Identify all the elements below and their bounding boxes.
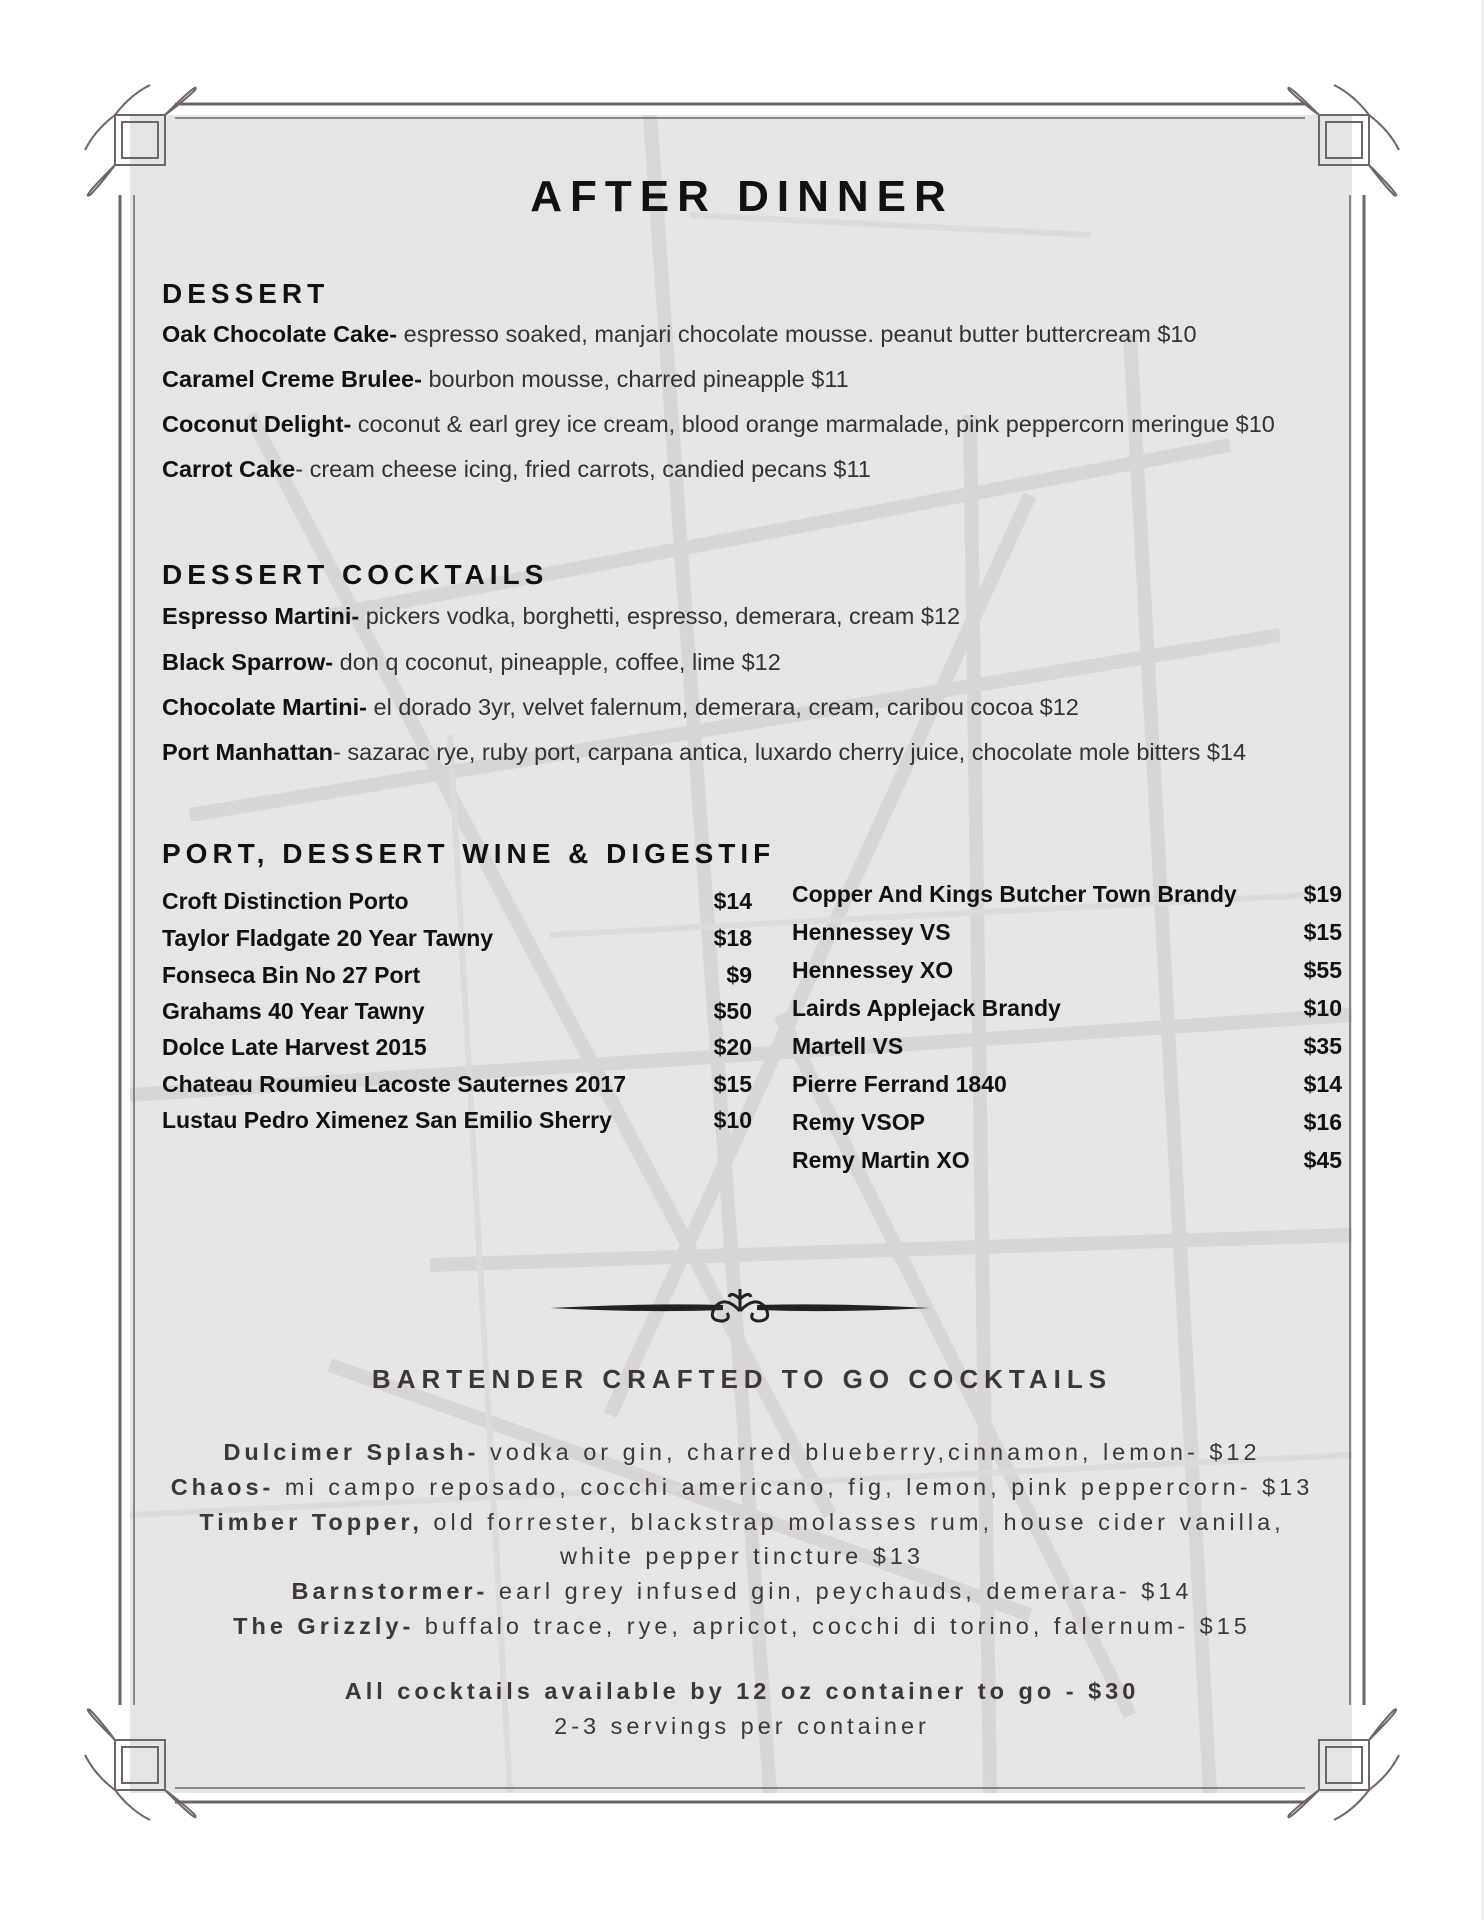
item-name: The Grizzly- [233, 1613, 415, 1639]
dessert-cocktails-heading: DESSERT COCKTAILS [162, 559, 549, 590]
dessert-item [162, 411, 1275, 438]
list-item [162, 1034, 752, 1061]
item-name: Oak Chocolate Cake- [162, 321, 398, 347]
dessert-item [162, 456, 871, 483]
list-item [792, 957, 1342, 984]
list-item [162, 888, 752, 915]
cocktail-item [162, 694, 1079, 721]
page-title: AFTER DINNER [530, 172, 954, 221]
to-go-line [0, 1474, 1484, 1501]
item-name: Coconut Delight- [162, 411, 352, 437]
item-name: Barnstormer- [291, 1578, 489, 1604]
item-price: $9 [726, 962, 752, 988]
item-name: Espresso Martini- [162, 603, 360, 629]
item-name: Martell VS [792, 1033, 904, 1059]
item-price: $10 [713, 1107, 752, 1133]
cocktail-item [162, 649, 781, 676]
item-price: $55 [1303, 957, 1342, 983]
item-price: $14 [713, 888, 752, 914]
item-desc: - cream cheese icing, fried carrots, candied pecans $11 [295, 456, 871, 482]
item-desc: coconut & earl grey ice cream, blood orange marmalade, pink peppercorn meringue $10 [351, 411, 1275, 437]
list-item [792, 881, 1342, 908]
list-item [792, 995, 1342, 1022]
item-price: $14 [1303, 1071, 1342, 1097]
cocktail-item [162, 739, 1246, 766]
list-item [792, 1033, 1342, 1060]
dessert-item [162, 321, 1197, 348]
to-go-line [0, 1613, 1484, 1640]
item-name: Caramel Creme Brulee- [162, 366, 422, 392]
item-name: Dolce Late Harvest 2015 [162, 1034, 427, 1060]
item-price: $15 [1303, 919, 1342, 945]
list-item [792, 1071, 1342, 1098]
item-desc: buffalo trace, rye, apricot, cocchi di torino, falernum- $15 [414, 1613, 1251, 1639]
item-desc: - sazarac rye, ruby port, carpana antica, luxardo cherry juice, chocolate mole bitters $14 [333, 739, 1247, 765]
item-price: $15 [713, 1071, 752, 1097]
item-price: $50 [713, 998, 752, 1024]
item-desc: mi campo reposado, cocchi americano, fig, lemon, pink peppercorn- $13 [274, 1474, 1314, 1500]
item-name: Taylor Fladgate 20 Year Tawny [162, 925, 494, 951]
item-desc: vodka or gin, charred blueberry,cinnamon, lemon- $12 [479, 1439, 1261, 1465]
item-desc: don q coconut, pineapple, coffee, lime $12 [333, 649, 781, 675]
item-name: Chaos- [170, 1474, 275, 1500]
item-desc: pickers vodka, borghetti, espresso, demerara, cream $12 [359, 603, 961, 629]
to-go-line [0, 1578, 1484, 1605]
item-price: $16 [1303, 1109, 1342, 1135]
list-item [162, 1107, 752, 1134]
cocktail-item [162, 603, 960, 630]
to-go-line [0, 1439, 1484, 1466]
item-name: Croft Distinction Porto [162, 888, 409, 914]
list-item [162, 925, 752, 952]
flourish-divider-icon [545, 1285, 935, 1335]
item-price: $35 [1303, 1033, 1342, 1059]
item-name: Copper And Kings Butcher Town Brandy [792, 881, 1237, 907]
dessert-heading: DESSERT [162, 278, 330, 309]
item-desc: white pepper tincture $13 [560, 1543, 924, 1569]
item-name: Lairds Applejack Brandy [792, 995, 1061, 1021]
list-item [162, 998, 752, 1025]
item-desc: el dorado 3yr, velvet falernum, demerara, cream, caribou cocoa $12 [366, 694, 1079, 720]
item-name: Lustau Pedro Ximenez San Emilio Sherry [162, 1107, 612, 1133]
item-name: Remy VSOP [792, 1109, 925, 1135]
item-price: $45 [1303, 1147, 1342, 1173]
servings-note: 2-3 servings per container [554, 1713, 930, 1739]
item-price: $20 [713, 1034, 752, 1060]
item-name: Grahams 40 Year Tawny [162, 998, 425, 1024]
item-name: Dulcimer Splash- [223, 1439, 480, 1465]
port-wine-digestif-heading: PORT, DESSERT WINE & DIGESTIF [162, 838, 776, 869]
item-price: $18 [713, 925, 752, 951]
item-price: $10 [1303, 995, 1342, 1021]
item-name: Pierre Ferrand 1840 [792, 1071, 1007, 1097]
item-desc: earl grey infused gin, peychauds, demerara- $14 [488, 1578, 1193, 1604]
item-price: $19 [1303, 881, 1342, 907]
list-item [162, 962, 752, 989]
item-name: Black Sparrow- [162, 649, 334, 675]
dessert-item [162, 366, 849, 393]
to-go-heading: BARTENDER CRAFTED TO GO COCKTAILS [371, 1364, 1113, 1394]
to-go-line [0, 1543, 1484, 1570]
item-name: Fonseca Bin No 27 Port [162, 962, 421, 988]
item-name: Port Manhattan [162, 739, 334, 765]
item-name: Chocolate Martini- [162, 694, 367, 720]
item-name: Hennessey XO [792, 957, 954, 983]
item-name: Hennessey VS [792, 919, 951, 945]
list-item [792, 1109, 1342, 1136]
item-name: Timber Topper, [199, 1509, 423, 1535]
item-desc: old forrester, blackstrap molasses rum, house cider vanilla, [422, 1509, 1285, 1535]
list-item [792, 1147, 1342, 1174]
list-item [792, 919, 1342, 946]
list-item [162, 1071, 752, 1098]
item-name: Remy Martin XO [792, 1147, 970, 1173]
availability-note: All cocktails available by 12 oz container to go - $30 [344, 1678, 1140, 1704]
item-name: Carrot Cake [162, 456, 296, 482]
item-desc: espresso soaked, manjari chocolate mousse. peanut butter buttercream $10 [397, 321, 1197, 347]
to-go-line [0, 1509, 1484, 1536]
item-name: Chateau Roumieu Lacoste Sauternes 2017 [162, 1071, 626, 1097]
item-desc: bourbon mousse, charred pineapple $11 [421, 366, 849, 392]
